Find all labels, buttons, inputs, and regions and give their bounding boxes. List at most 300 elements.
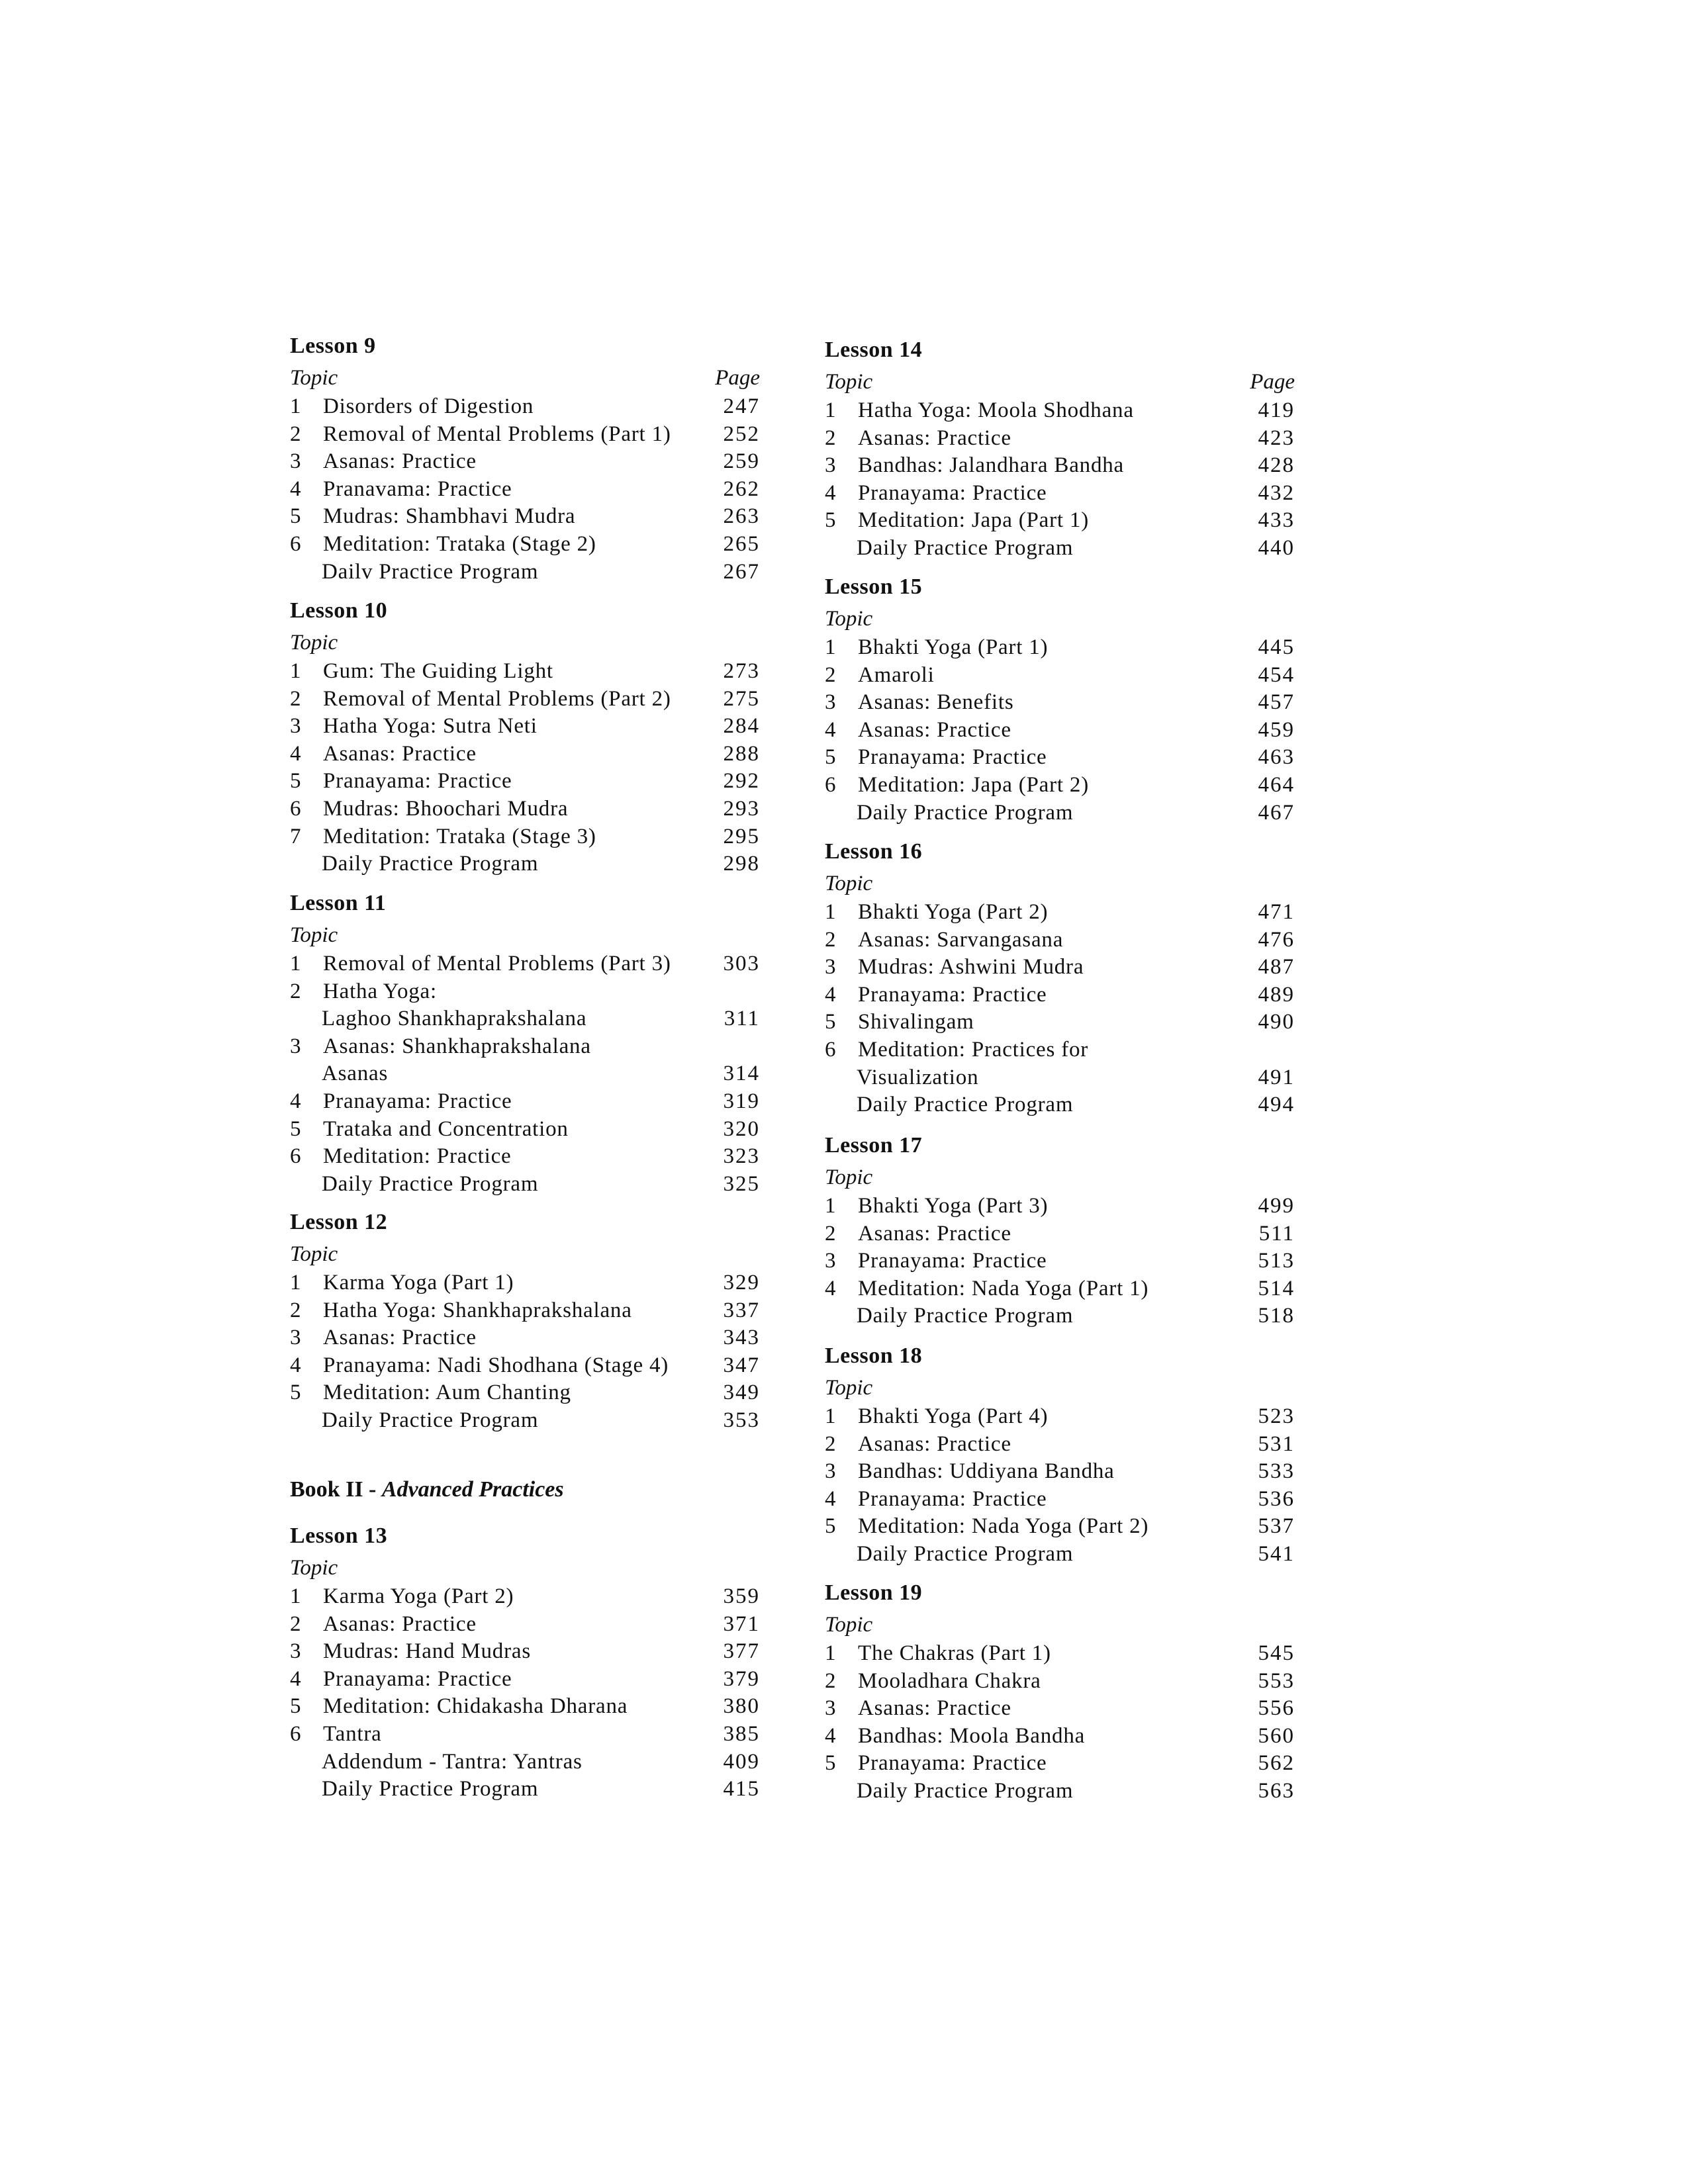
toc-entry — [290, 559, 760, 586]
entry-title: Meditation: Practice — [323, 1144, 512, 1169]
entry-number: 5 — [290, 769, 302, 794]
toc-entry — [290, 1407, 760, 1435]
entry-number: 4 — [290, 1089, 302, 1113]
toc-entry — [290, 1005, 760, 1033]
entry-title: Asanas: Benefits — [858, 690, 1014, 715]
entry-page: 463 — [1258, 745, 1295, 770]
entry-page: 432 — [1258, 480, 1295, 505]
entry-number: 1 — [290, 1271, 302, 1295]
toc-entry — [825, 1541, 1295, 1569]
entry-number: 1 — [290, 1584, 302, 1608]
toc-entry — [290, 768, 760, 796]
topic-header — [825, 1373, 1295, 1403]
topic-header — [290, 1553, 760, 1583]
entry-title: Daily Practice Program — [857, 1093, 1074, 1117]
entry-page: 491 — [1258, 1065, 1295, 1089]
toc-entry — [825, 717, 1295, 745]
entry-number: 2 — [290, 686, 302, 711]
entry-page: 303 — [723, 952, 760, 976]
toc-entry — [825, 954, 1295, 981]
entry-page: 563 — [1258, 1778, 1295, 1803]
entry-title: Visualization — [857, 1065, 979, 1089]
entry-page: 415 — [723, 1777, 760, 1801]
entry-page: 476 — [1258, 927, 1295, 952]
entry-page: 259 — [723, 449, 760, 474]
toc-entry — [290, 1693, 760, 1721]
toc-entry — [290, 1379, 760, 1407]
lesson-10-section — [290, 594, 760, 878]
toc-entry — [290, 1324, 760, 1352]
toc-entry — [290, 393, 760, 421]
entry-page: 329 — [723, 1271, 760, 1295]
entry-title: Asanas: Practice — [858, 426, 1011, 450]
entry-page: 490 — [1258, 1010, 1295, 1034]
entry-title: Daily Practice Program — [322, 1408, 539, 1432]
toc-entry — [290, 1611, 760, 1639]
toc-entry — [825, 1193, 1295, 1220]
toc-entry — [825, 507, 1295, 535]
entry-page: 545 — [1258, 1641, 1295, 1665]
entry-title: Shivalingam — [858, 1010, 974, 1034]
entry-title: Asanas: Practice — [323, 741, 477, 766]
entry-page: 252 — [723, 422, 760, 446]
entry-page: 347 — [723, 1353, 760, 1377]
lesson-9-section — [290, 330, 760, 586]
toc-entry — [825, 1723, 1295, 1751]
entry-page: 377 — [723, 1639, 760, 1664]
lesson-16-section — [825, 835, 1295, 1119]
entry-number: 3 — [825, 690, 837, 715]
entry-number: 4 — [290, 1353, 302, 1377]
entry-title: Asanas: Practice — [323, 1326, 477, 1350]
entry-number: 3 — [290, 1639, 302, 1664]
toc-entry — [290, 531, 760, 559]
toc-entry — [290, 1749, 760, 1776]
lesson-17-section — [825, 1129, 1295, 1330]
entry-number: 1 — [290, 394, 302, 418]
page-label: Page — [715, 366, 760, 390]
toc-entry — [290, 1666, 760, 1694]
entry-page: 511 — [1258, 1221, 1295, 1246]
entry-number: 5 — [825, 1751, 837, 1776]
entry-number: 5 — [825, 1010, 837, 1034]
toc-entry — [290, 1033, 760, 1061]
toc-entry — [825, 1778, 1295, 1805]
entry-title: Daily Practice Program — [857, 1541, 1074, 1566]
entry-page: 428 — [1258, 453, 1295, 478]
toc-entry — [825, 1220, 1295, 1248]
toc-entry — [290, 1269, 760, 1297]
entry-number: 1 — [825, 900, 837, 924]
entry-page: 380 — [723, 1694, 760, 1719]
toc-entry — [825, 397, 1295, 425]
toc-entry — [825, 1458, 1295, 1486]
entry-number: 2 — [290, 1612, 302, 1636]
entry-title: Asanas — [322, 1062, 389, 1086]
entry-page: 560 — [1258, 1723, 1295, 1748]
toc-entry — [290, 1352, 760, 1380]
entry-number: 3 — [290, 449, 302, 474]
page-label: Page — [1250, 370, 1295, 394]
entry-title: Asanas: Shankhaprakshalana — [323, 1034, 591, 1058]
entry-title: Meditation: Japa (Part 1) — [858, 508, 1090, 533]
entry-number: 3 — [290, 1326, 302, 1350]
entry-number: 4 — [825, 1486, 837, 1511]
entry-page: 385 — [723, 1721, 760, 1746]
entry-page: 537 — [1258, 1514, 1295, 1539]
entry-number: 4 — [290, 477, 302, 501]
toc-entry — [290, 476, 760, 504]
entry-number: 4 — [290, 1666, 302, 1691]
toc-entry — [290, 713, 760, 741]
entry-page: 320 — [723, 1116, 760, 1141]
entry-number: 1 — [290, 659, 302, 683]
entry-number: 4 — [825, 1723, 837, 1748]
entry-title: Bhakti Yoga (Part 4) — [858, 1404, 1049, 1428]
entry-page: 445 — [1258, 635, 1295, 659]
toc-entry — [825, 1486, 1295, 1514]
entry-page: 295 — [723, 824, 760, 848]
toc-entry — [825, 1036, 1295, 1064]
entry-page: 531 — [1258, 1432, 1295, 1456]
entry-page: 247 — [723, 394, 760, 418]
entry-page: 467 — [1258, 800, 1295, 825]
entry-page: 454 — [1258, 662, 1295, 687]
entry-title: Mudras: Ashwini Mudra — [858, 955, 1084, 979]
entry-title: Karma Yoga (Part 2) — [323, 1584, 514, 1608]
entry-page: 440 — [1258, 535, 1295, 560]
toc-entry — [290, 796, 760, 823]
entry-number: 4 — [825, 1276, 837, 1300]
entry-title: Pranayama: Practice — [323, 1089, 512, 1113]
toc-entry — [290, 1143, 760, 1171]
entry-page: 457 — [1258, 690, 1295, 715]
entry-title: Meditation: Trataka (Stage 3) — [323, 824, 596, 848]
topic-label: Topic — [290, 1556, 338, 1580]
toc-entry — [290, 421, 760, 449]
toc-entry — [825, 744, 1295, 772]
entry-number: 3 — [825, 1249, 837, 1273]
entry-number: 4 — [825, 717, 837, 742]
toc-entry — [825, 689, 1295, 717]
entry-title: Bandhas: Uddiyana Bandha — [858, 1459, 1115, 1484]
toc-entry — [825, 927, 1295, 954]
toc-entry — [825, 1064, 1295, 1092]
entry-number: 6 — [290, 796, 302, 821]
entry-number: 7 — [290, 824, 302, 848]
toc-entry — [290, 448, 760, 476]
entry-title: Meditation: Aum Chanting — [323, 1381, 571, 1405]
topic-header — [825, 1162, 1295, 1193]
entry-title: Removal of Mental Problems (Part 3) — [323, 952, 671, 976]
entry-number: 2 — [825, 426, 837, 450]
entry-number: 5 — [825, 745, 837, 770]
entry-number: 1 — [290, 952, 302, 976]
topic-label: Topic — [825, 370, 873, 394]
entry-number: 2 — [290, 422, 302, 446]
entry-number: 2 — [825, 927, 837, 952]
entry-page: 349 — [723, 1381, 760, 1405]
entry-number: 1 — [825, 1194, 837, 1218]
entry-number: 3 — [825, 1459, 837, 1484]
entry-page: 263 — [723, 504, 760, 529]
entry-number: 2 — [825, 1668, 837, 1693]
toc-entry — [825, 799, 1295, 827]
toc-entry — [290, 1088, 760, 1116]
entry-title: Daily Practice Program — [857, 1778, 1074, 1803]
book-title-main: Book II - — [290, 1477, 377, 1502]
entry-number: 2 — [290, 979, 302, 1003]
entry-page: 337 — [723, 1298, 760, 1322]
toc-entry — [825, 1640, 1295, 1668]
entry-page: 433 — [1258, 508, 1295, 533]
book-ii-heading — [290, 1473, 760, 1506]
entry-title: Removal of Mental Problems (Part 2) — [323, 686, 671, 711]
entry-number: 3 — [825, 453, 837, 478]
toc-entry — [290, 503, 760, 531]
toc-entry — [825, 480, 1295, 508]
lesson-18-section — [825, 1340, 1295, 1569]
entry-number: 6 — [290, 1721, 302, 1746]
lesson-title: Lesson 14 — [825, 338, 923, 362]
entry-page: 343 — [723, 1326, 760, 1350]
entry-number: 5 — [825, 508, 837, 533]
entry-title: Daily Practice Program — [322, 1171, 539, 1196]
entry-title: Laghoo Shankhaprakshalana — [322, 1007, 587, 1031]
entry-number: 1 — [825, 1641, 837, 1665]
entry-title: Pranayama: Practice — [858, 745, 1047, 770]
entry-title: Hatha Yoga: Moola Shodhana — [858, 398, 1134, 422]
entry-title: Pranayama: Practice — [858, 982, 1047, 1007]
toc-entry — [290, 823, 760, 851]
entry-page: 284 — [723, 714, 760, 739]
entry-number: 5 — [290, 1694, 302, 1719]
entry-number: 3 — [290, 1034, 302, 1058]
entry-page: 489 — [1258, 982, 1295, 1007]
entry-page: 359 — [723, 1584, 760, 1608]
entry-number: 6 — [825, 772, 837, 797]
entry-page: 419 — [1258, 398, 1295, 422]
entry-title: Asanas: Practice — [858, 1696, 1011, 1721]
topic-header — [825, 367, 1295, 397]
entry-title: Meditation: Nada Yoga (Part 2) — [858, 1514, 1149, 1539]
lesson-14-section — [825, 334, 1295, 563]
entry-title: Removal of Mental Problems (Part 1) — [323, 422, 671, 446]
toc-entry — [290, 1583, 760, 1611]
toc-entry — [825, 1431, 1295, 1459]
topic-label: Topic — [825, 872, 873, 895]
toc-entry — [290, 741, 760, 768]
entry-title: Pranayama: Practice — [858, 1751, 1047, 1776]
entry-page: 541 — [1258, 1541, 1295, 1566]
entry-title: Asanas: Practice — [323, 449, 477, 474]
entry-title: Addendum - Tantra: Yantras — [322, 1749, 583, 1774]
entry-page: 499 — [1258, 1194, 1295, 1218]
entry-number: 6 — [290, 1144, 302, 1169]
entry-number: 2 — [290, 1298, 302, 1322]
entry-number: 5 — [290, 1381, 302, 1405]
entry-number: 4 — [290, 741, 302, 766]
toc-entry — [290, 686, 760, 713]
entry-title: The Chakras (Part 1) — [858, 1641, 1051, 1665]
lesson-15-section — [825, 570, 1295, 827]
toc-entry — [825, 1403, 1295, 1431]
entry-page: 265 — [723, 531, 760, 556]
entry-title: Daily Practice Program — [857, 1304, 1074, 1328]
topic-label: Topic — [290, 923, 338, 947]
topic-label: Topic — [290, 1242, 338, 1266]
lesson-title: Lesson 17 — [825, 1133, 923, 1158]
entry-title: Meditation: Nada Yoga (Part 1) — [858, 1276, 1149, 1300]
entry-page: 325 — [723, 1171, 760, 1196]
entry-title: Bhakti Yoga (Part 3) — [858, 1194, 1049, 1218]
entry-title: Asanas: Practice — [858, 1432, 1011, 1456]
entry-number: 4 — [825, 480, 837, 505]
entry-page: 487 — [1258, 955, 1295, 979]
toc-entry — [825, 634, 1295, 662]
topic-header — [825, 868, 1295, 899]
lesson-title: Lesson 15 — [825, 574, 923, 599]
entry-page: 323 — [723, 1144, 760, 1169]
entry-number: 3 — [825, 1696, 837, 1721]
entry-title: Amaroli — [858, 662, 935, 687]
entry-title: Daily Practice Program — [322, 1777, 539, 1801]
entry-title: Daily Practice Program — [857, 535, 1074, 560]
entry-number: 5 — [290, 504, 302, 529]
entry-title: Pranayama: Nadi Shodhana (Stage 4) — [323, 1353, 669, 1377]
entry-number: 6 — [290, 531, 302, 556]
entry-title: Bhakti Yoga (Part 1) — [858, 635, 1049, 659]
toc-entry — [290, 1721, 760, 1749]
toc-entry — [825, 1750, 1295, 1778]
toc-entry — [290, 950, 760, 978]
topic-header — [290, 920, 760, 950]
topic-header — [290, 363, 760, 393]
lesson-12-section — [290, 1206, 760, 1435]
entry-title: Gum: The Guiding Light — [323, 659, 553, 683]
entry-title: Mudras: Bhoochari Mudra — [323, 796, 569, 821]
entry-title: Dailv Practice Program — [322, 559, 539, 584]
lesson-title: Lesson 13 — [290, 1524, 388, 1548]
topic-header — [825, 604, 1295, 634]
entry-title: Pranayama: Practice — [323, 769, 512, 794]
entry-page: 371 — [723, 1612, 760, 1636]
entry-number: 1 — [825, 398, 837, 422]
toc-entry — [290, 1060, 760, 1088]
entry-page: 262 — [723, 477, 760, 501]
toc-entry — [825, 1695, 1295, 1723]
topic-label: Topic — [825, 607, 873, 631]
toc-entry — [290, 1116, 760, 1144]
lesson-title: Lesson 12 — [290, 1210, 388, 1234]
entry-title: Asanas: Practice — [858, 717, 1011, 742]
entry-title: Disorders of Digestion — [323, 394, 534, 418]
topic-label: Topic — [290, 631, 338, 655]
entry-title: Bandhas: Moola Bandha — [858, 1723, 1086, 1748]
entry-page: 513 — [1258, 1249, 1295, 1273]
entry-number: 6 — [825, 1037, 837, 1062]
toc-entry — [825, 772, 1295, 799]
lesson-title: Lesson 18 — [825, 1343, 923, 1368]
toc-entry — [290, 1297, 760, 1325]
toc-entry — [825, 1275, 1295, 1303]
entry-title: Daily Practice Program — [857, 800, 1074, 825]
entry-page: 275 — [723, 686, 760, 711]
toc-entry — [825, 452, 1295, 480]
toc-entry — [825, 535, 1295, 563]
entry-page: 319 — [723, 1089, 760, 1113]
entry-title: Daily Practice Program — [322, 852, 539, 876]
lesson-title: Lesson 11 — [290, 891, 387, 915]
topic-label: Topic — [825, 1613, 873, 1637]
entry-title: Bhakti Yoga (Part 2) — [858, 900, 1049, 924]
entry-title: Bandhas: Jalandhara Bandha — [858, 453, 1125, 478]
entry-title: Pranayama: Practice — [858, 1486, 1047, 1511]
entry-title: Hatha Yoga: — [323, 979, 437, 1003]
entry-title: Hatha Yoga: Sutra Neti — [323, 714, 538, 739]
lesson-11-section — [290, 887, 760, 1198]
entry-title: Tantra — [323, 1721, 382, 1746]
entry-page: 353 — [723, 1408, 760, 1432]
entry-page: 514 — [1258, 1276, 1295, 1300]
entry-title: Meditation: Japa (Part 2) — [858, 772, 1090, 797]
topic-label: Topic — [825, 1376, 873, 1400]
entry-number: 1 — [825, 635, 837, 659]
toc-entry — [825, 1513, 1295, 1541]
toc-entry — [825, 1248, 1295, 1275]
entry-title: Pranayama: Practice — [858, 1249, 1047, 1273]
entry-page: 273 — [723, 659, 760, 683]
toc-entry — [825, 425, 1295, 453]
entry-page: 518 — [1258, 1304, 1295, 1328]
entry-page: 553 — [1258, 1668, 1295, 1693]
entry-title: Karma Yoga (Part 1) — [323, 1271, 514, 1295]
entry-page: 423 — [1258, 426, 1295, 450]
toc-entry — [825, 1302, 1295, 1330]
toc-entry — [290, 978, 760, 1006]
lesson-title: Lesson 9 — [290, 334, 376, 358]
topic-header — [290, 627, 760, 658]
entry-page: 536 — [1258, 1486, 1295, 1511]
entry-title: Asanas: Practice — [858, 1221, 1011, 1246]
entry-title: Asanas: Sarvangasana — [858, 927, 1064, 952]
entry-number: 2 — [825, 1221, 837, 1246]
toc-entry — [290, 1171, 760, 1199]
entry-page: 267 — [723, 559, 760, 584]
entry-page: 379 — [723, 1666, 760, 1691]
entry-title: Mudras: Shambhavi Mudra — [323, 504, 576, 529]
entry-number: 2 — [825, 1432, 837, 1456]
entry-page: 459 — [1258, 717, 1295, 742]
book-subtitle: Advanced Practices — [381, 1477, 564, 1502]
entry-page: 523 — [1258, 1404, 1295, 1428]
toc-entry — [825, 981, 1295, 1009]
entry-title: Mooladhara Chakra — [858, 1668, 1041, 1693]
lesson-19-section — [825, 1576, 1295, 1805]
topic-header — [290, 1239, 760, 1269]
entry-title: Meditation: Trataka (Stage 2) — [323, 531, 596, 556]
entry-page: 288 — [723, 741, 760, 766]
lesson-title: Lesson 10 — [290, 598, 388, 623]
entry-page: 292 — [723, 769, 760, 794]
toc-entry — [290, 1776, 760, 1803]
entry-title: Meditation: Chidakasha Dharana — [323, 1694, 628, 1719]
toc-entry — [825, 899, 1295, 927]
entry-number: 2 — [825, 662, 837, 687]
entry-title: Pranayama: Practice — [323, 1666, 512, 1691]
entry-title: Trataka and Concentration — [323, 1116, 569, 1141]
toc-entry — [825, 1091, 1295, 1119]
